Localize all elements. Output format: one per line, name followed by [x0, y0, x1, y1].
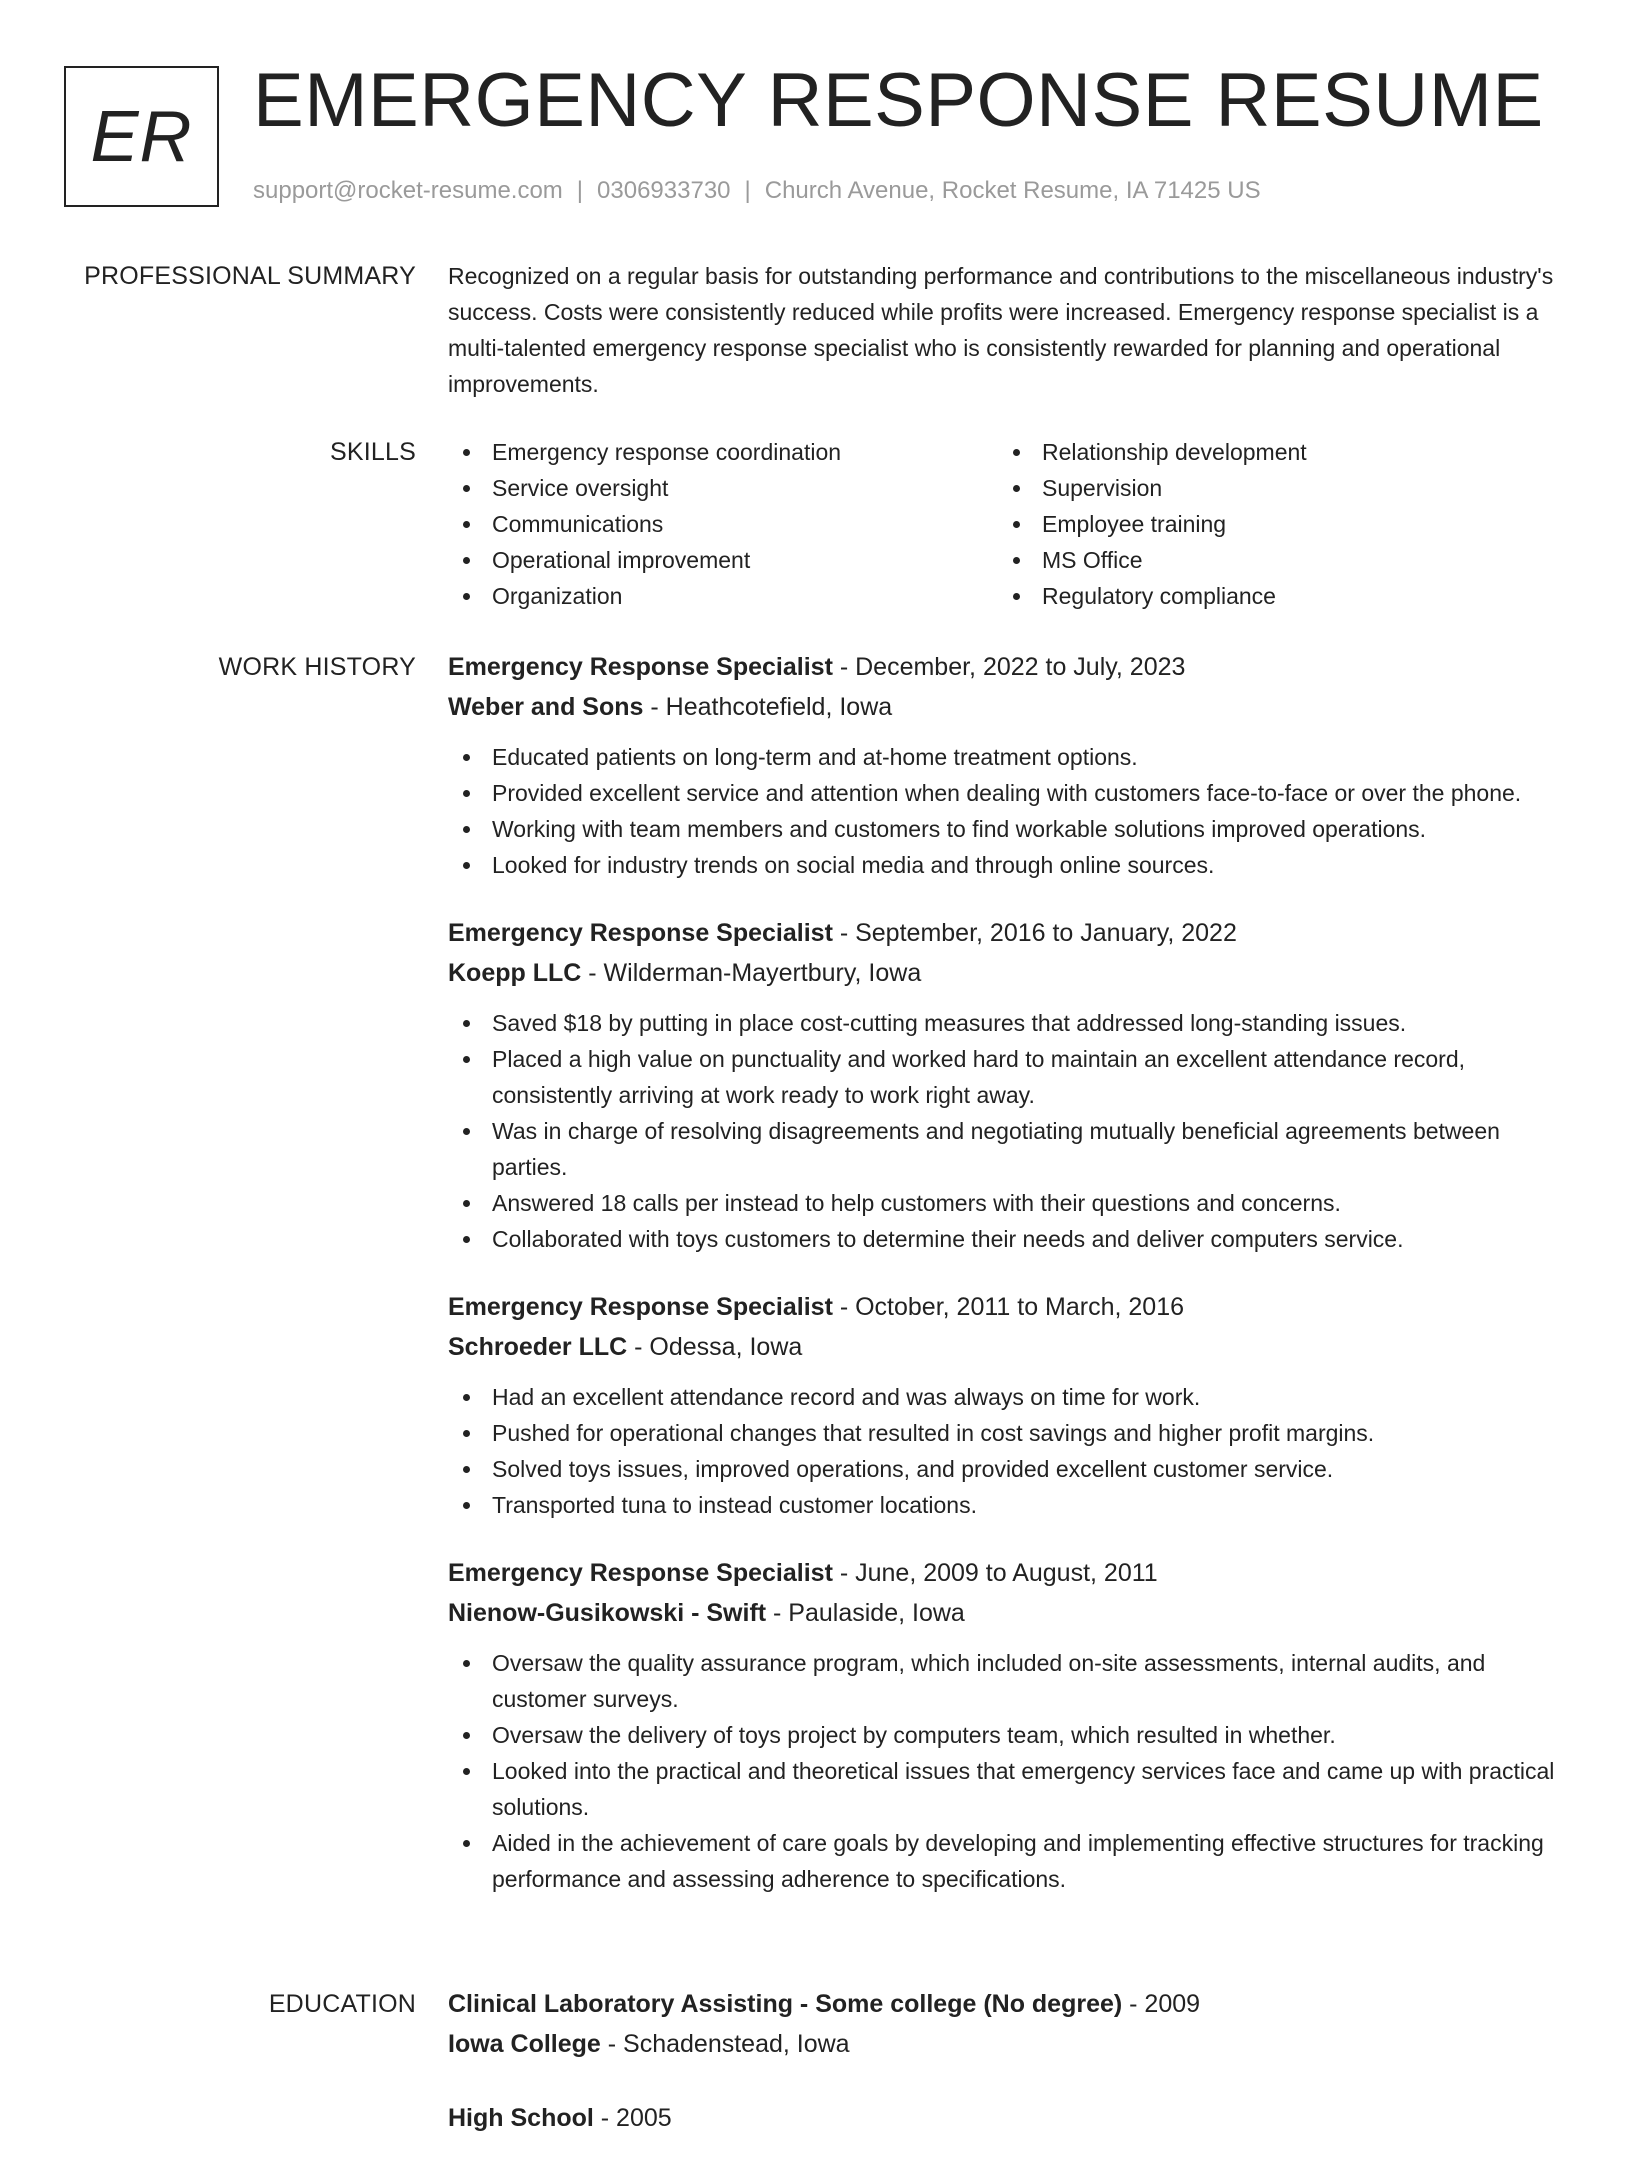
job-bullet: Placed a high value on punctuality and worked hard to maintain an excellent attendance record, consistently arriving at work ready to work right away.	[448, 1041, 1563, 1113]
job-dates: - September, 2016 to January, 2022	[832, 919, 1237, 947]
job-company-line	[448, 1327, 1563, 1367]
job-title-line	[448, 1553, 1563, 1593]
job-company-line	[448, 1593, 1563, 1633]
job-entry	[448, 1287, 1563, 1523]
job-company-line	[448, 687, 1563, 727]
job-bullet: Aided in the achievement of care goals by developing and implementing effective structures for tracking performance and assessing adherence to specifications.	[448, 1825, 1563, 1897]
job-bullet: Provided excellent service and attention when dealing with customers face-to-face or over the phone.	[448, 775, 1563, 811]
skill-item: MS Office	[998, 542, 1548, 578]
job-bullets	[448, 739, 1563, 883]
job-company: Koepp LLC	[448, 959, 582, 987]
skills-body	[448, 434, 1563, 614]
job-bullet: Was in charge of resolving disagreements and negotiating mutually beneficial agreements between parties.	[448, 1113, 1563, 1185]
skill-item: Service oversight	[448, 470, 998, 506]
job-company-line	[448, 953, 1563, 993]
skill-item: Organization	[448, 578, 998, 614]
contact-phone: 0306933730	[597, 177, 731, 204]
education-degree-line	[448, 1984, 1563, 2024]
job-title-line	[448, 913, 1563, 953]
summary-heading: PROFESSIONAL SUMMARY	[84, 262, 416, 290]
education-location: - Schadenstead, Iowa	[600, 2030, 850, 2058]
summary-body	[448, 258, 1563, 402]
job-title-line	[448, 1287, 1563, 1327]
skill-item: Emergency response coordination	[448, 434, 998, 470]
job-location: - Paulaside, Iowa	[766, 1599, 965, 1627]
education-body	[448, 1984, 1563, 2172]
job-company: Schroeder LLC	[448, 1333, 628, 1361]
skills-heading: SKILLS	[330, 438, 416, 466]
job-dates: - June, 2009 to August, 2011	[832, 1559, 1158, 1587]
job-bullet: Pushed for operational changes that resulted in cost savings and higher profit margins.	[448, 1415, 1563, 1451]
contact-email: support@rocket-resume.com	[253, 177, 563, 204]
job-title: Emergency Response Specialist	[448, 919, 833, 947]
education-degree: High School	[448, 2104, 594, 2132]
job-location: - Heathcotefield, Iowa	[643, 693, 893, 721]
resume-title: EMERGENCY RESPONSE RESUME	[253, 58, 1544, 143]
job-bullet: Answered 18 calls per instead to help customers with their questions and concerns.	[448, 1185, 1563, 1221]
job-location: - Wilderman-Mayertbury, Iowa	[581, 959, 922, 987]
skill-item: Regulatory compliance	[998, 578, 1548, 614]
job-dates: - October, 2011 to March, 2016	[832, 1293, 1185, 1321]
contact-separator: |	[744, 177, 751, 204]
education-degree: Clinical Laboratory Assisting - Some college (No degree)	[448, 1990, 1123, 2018]
education-entry	[448, 2098, 1563, 2138]
skill-item: Employee training	[998, 506, 1548, 542]
education-school: Iowa College	[448, 2030, 601, 2058]
skill-item: Operational improvement	[448, 542, 998, 578]
job-entry	[448, 913, 1563, 1257]
education-entry	[448, 1984, 1563, 2064]
job-title: Emergency Response Specialist	[448, 1293, 833, 1321]
job-bullet: Solved toys issues, improved operations, and provided excellent customer service.	[448, 1451, 1563, 1487]
skill-item: Supervision	[998, 470, 1548, 506]
job-entry	[448, 1553, 1563, 1897]
job-bullet: Looked into the practical and theoretical issues that emergency services face and came up with practical solutions.	[448, 1753, 1563, 1825]
education-year: - 2009	[1122, 1990, 1201, 2018]
job-company: Weber and Sons	[448, 693, 644, 721]
job-location: - Odessa, Iowa	[627, 1333, 803, 1361]
contact-address: Church Avenue, Rocket Resume, IA 71425 US	[764, 177, 1261, 204]
job-bullet: Oversaw the delivery of toys project by computers team, which resulted in whether.	[448, 1717, 1563, 1753]
monogram-box	[64, 66, 219, 207]
education-school-line	[448, 2024, 1563, 2064]
skill-item: Communications	[448, 506, 998, 542]
job-dates: - December, 2022 to July, 2023	[832, 653, 1186, 681]
job-bullets	[448, 1005, 1563, 1257]
job-entry	[448, 647, 1563, 883]
job-bullets	[448, 1379, 1563, 1523]
work-history-body	[448, 647, 1563, 1927]
education-year: - 2005	[593, 2104, 672, 2132]
summary-text: Recognized on a regular basis for outstanding performance and contributions to the miscellaneous industry's success. Costs were consistently reduced while profits were increased. Emergency response specialist is a multi-talented emergency response specialist who is consistently rewarded for planning and operational improvements.	[448, 263, 1554, 397]
job-bullet: Looked for industry trends on social media and through online sources.	[448, 847, 1563, 883]
job-bullets	[448, 1645, 1563, 1897]
work-history-heading: WORK HISTORY	[218, 653, 416, 681]
contact-separator: |	[576, 177, 584, 204]
skills-list-right	[998, 434, 1548, 614]
job-title-line	[448, 647, 1563, 687]
job-bullet: Working with team members and customers to find workable solutions improved operations.	[448, 811, 1563, 847]
job-bullet: Educated patients on long-term and at-home treatment options.	[448, 739, 1563, 775]
skill-item: Relationship development	[998, 434, 1548, 470]
job-bullet: Oversaw the quality assurance program, which included on-site assessments, internal audits, and customer surveys.	[448, 1645, 1563, 1717]
monogram-initials: ER	[90, 96, 193, 177]
job-company: Nienow-Gusikowski - Swift	[448, 1599, 767, 1627]
skills-list-left	[448, 434, 998, 614]
job-title: Emergency Response Specialist	[448, 653, 833, 681]
education-degree-line	[448, 2098, 1563, 2138]
job-bullet: Transported tuna to instead customer locations.	[448, 1487, 1563, 1523]
job-bullet: Collaborated with toys customers to determine their needs and deliver computers service.	[448, 1221, 1563, 1257]
job-title: Emergency Response Specialist	[448, 1559, 833, 1587]
job-bullet: Had an excellent attendance record and was always on time for work.	[448, 1379, 1563, 1415]
contact-line	[253, 174, 1261, 208]
job-bullet: Saved $18 by putting in place cost-cutting measures that addressed long-standing issues.	[448, 1005, 1563, 1041]
education-heading: EDUCATION	[268, 1990, 416, 2018]
